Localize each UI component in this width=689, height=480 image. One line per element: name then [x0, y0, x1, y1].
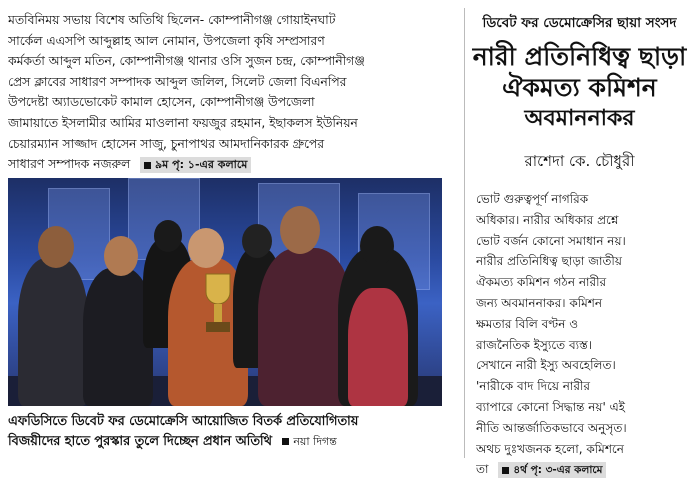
right-article-line: নীতি আন্তর্জাতিকভাবে অনুসৃত। — [476, 420, 627, 435]
article-kicker: ডিবেট ফর ডেমোক্রেসির ছায়া সংসদ — [482, 15, 677, 31]
continuation-box — [140, 157, 251, 173]
headline-line: অবমাননাকর — [524, 106, 635, 131]
left-article-line: উপদেষ্টা অ্যাডভোকেট কামাল হোসেন, কোম্পানীগঞ্জ উপজেলা — [8, 95, 315, 110]
left-article-line: সার্কেল এএসপি আব্দুল্লাহ আল নোমান, উপজেলা কৃষি সম্প্রসারণ — [8, 33, 325, 48]
person-head — [188, 228, 224, 268]
left-article-line: সাধারণ সম্পাদক নজরুল — [8, 157, 131, 172]
left-article-line: চেয়ারম্যান সাজ্জাদ হোসেন সাজু, চুনাপাথর আমদানিকারক গ্রুপের — [8, 136, 325, 151]
photo-caption — [8, 412, 458, 452]
person-head-hijab — [360, 226, 394, 266]
article-byline: রাশেদা কে. চৌধুরী — [524, 152, 635, 170]
right-article-line: ক্ষমতার বিলি বণ্টন ও — [476, 316, 579, 331]
continuation-text: ৯ম পৃ: ১-এর কলামে — [155, 158, 248, 172]
left-article-line: কর্মকর্তা আব্দুল মতিন, কোম্পানীগঞ্জ থানার ওসি সুজন চন্দ্র, কোম্পানীগঞ্জ — [8, 54, 365, 69]
person-head — [104, 236, 138, 276]
column-divider — [464, 8, 465, 458]
left-article-line: জামায়াতে ইসলামীর আমির মাওলানা ফয়জুর রহমান, ইছাকলস ইউনিয়ন — [8, 115, 358, 130]
person-dress — [348, 288, 408, 406]
person-head-hijab — [242, 224, 272, 258]
caption-line: বিজয়ীদের হাতে পুরস্কার তুলে দিচ্ছেন প্রধান অতিথি — [8, 434, 272, 449]
continuation-box — [498, 462, 606, 478]
cutoff-text-line — [0, 0, 462, 10]
right-article-line: অথচ দুঃখজনক হলো, কমিশনে — [476, 441, 624, 456]
square-bullet-icon — [502, 467, 509, 474]
right-column — [470, 0, 689, 477]
right-article-line: তা — [476, 462, 489, 477]
right-article-line: জন্য অবমাননাকর। কমিশন — [476, 295, 603, 310]
left-article-line: প্রেস ক্লাবের সাধারণ সম্পাদক আব্দুল জলিল, সিলেট জেলা বিএনপির — [8, 74, 347, 89]
left-article-line: মতবিনিময় সভায় বিশেষ অতিথি ছিলেন- কোম্পানীগঞ্জ গোয়াইনঘাট — [8, 13, 336, 27]
person-head — [38, 226, 74, 268]
left-article-body — [0, 10, 462, 175]
right-article-line: সেখানে নারী ইস্যু অবহেলিত। — [476, 358, 616, 373]
trophy-icon — [198, 270, 238, 340]
person-head — [280, 206, 320, 254]
right-article-line: রাজনৈতিক ইস্যুতে ব্যস্ত। — [476, 337, 593, 352]
right-article-line: ভোট বর্জন কোনো সমাধান নয়। — [476, 233, 626, 248]
continuation-text: ৪র্থ পৃ: ৩-এর কলামে — [513, 464, 603, 477]
article-headline — [470, 41, 689, 134]
headline-line: নারী প্রতিনিধিত্ব ছাড়া — [472, 42, 687, 71]
right-article-line: ব্যাপারে কোনো সিদ্ধান্ত নয়' এই — [476, 399, 625, 414]
right-article-line: নারীর প্রতিনিধিত্ব ছাড়া জাতীয় — [476, 254, 622, 269]
square-bullet-icon — [144, 162, 151, 169]
headline-line: ঐকমত্য কমিশন — [502, 73, 657, 102]
caption-line: এফডিসিতে ডিবেট ফর ডেমোক্রেসি আয়োজিত বিতর্ক প্রতিযোগিতায় — [8, 414, 359, 429]
right-article-line-last — [476, 459, 685, 480]
square-bullet-icon — [282, 438, 289, 445]
right-article-line: 'নারীকে বাদ দিয়ে নারীর — [476, 379, 591, 394]
photo-credit: নয়া দিগন্ত — [293, 435, 337, 448]
right-article-line: ঐকমত্য কমিশন গঠন নারীর — [476, 275, 607, 290]
news-photo — [8, 178, 442, 406]
left-article-line-last — [8, 154, 458, 175]
person-head-hijab — [154, 220, 182, 252]
person-suit — [18, 258, 88, 406]
right-article-line: অধিকার। নারীর অধিকার প্রশ্নে — [476, 212, 619, 227]
right-article-body — [470, 189, 689, 480]
caption-line-2 — [8, 432, 458, 452]
right-article-line: ভোট গুরুত্বপূর্ণ নাগরিক — [476, 192, 589, 206]
